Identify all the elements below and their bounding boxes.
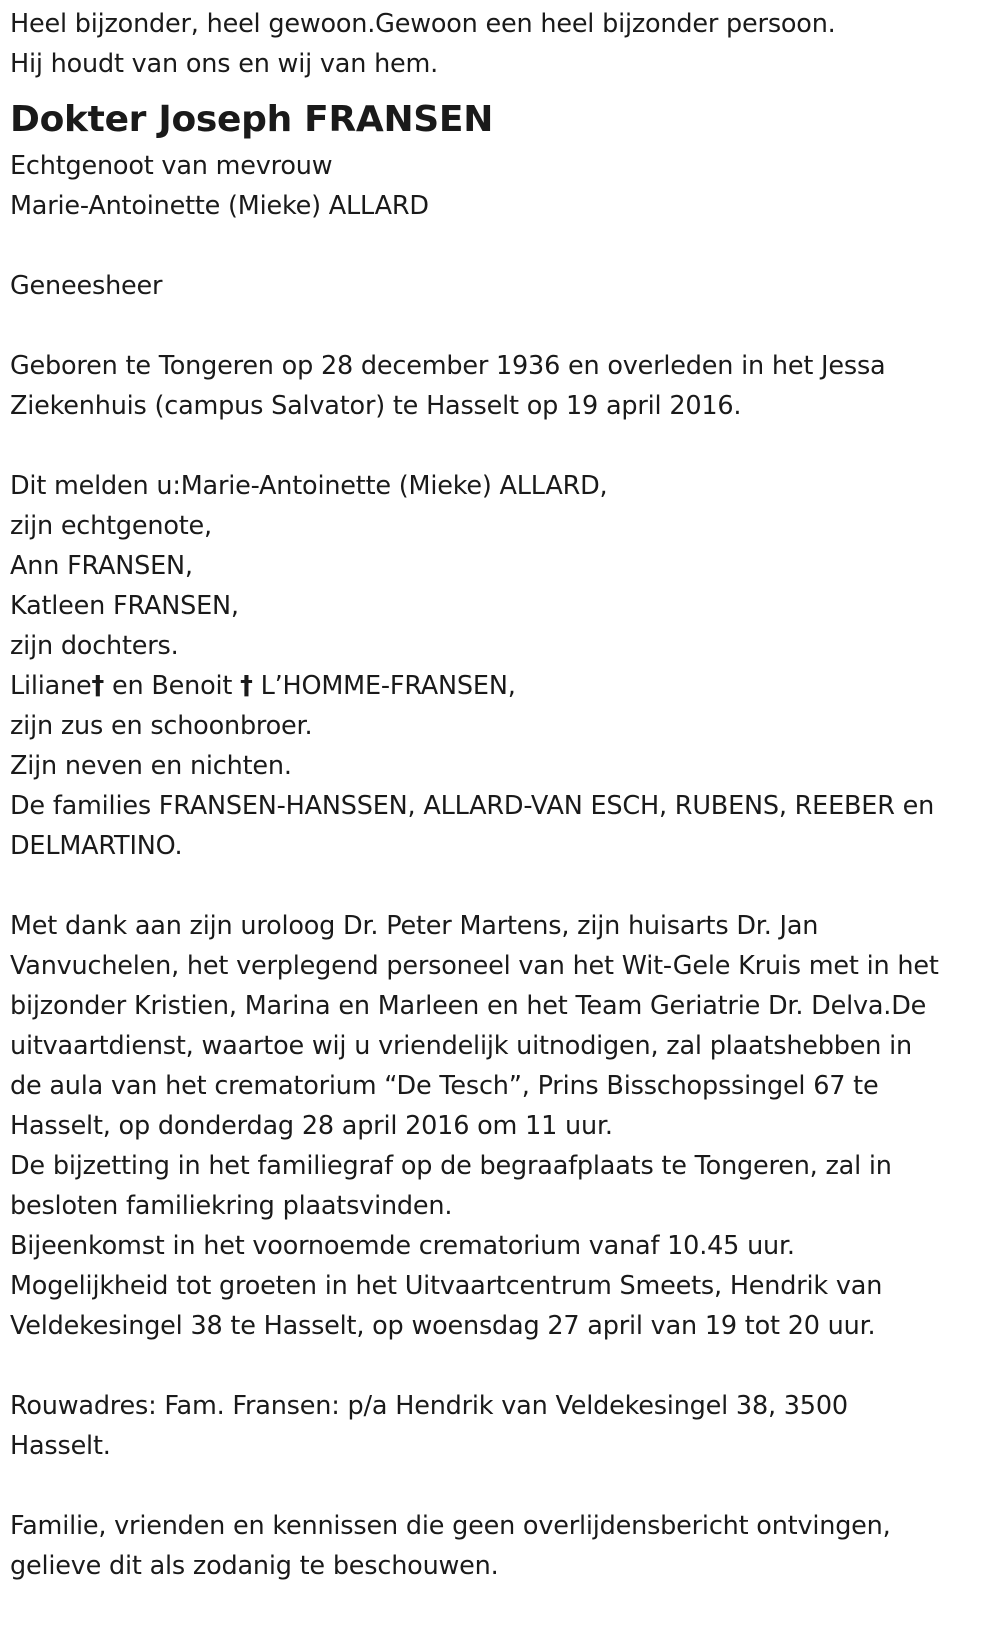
spacer bbox=[10, 426, 990, 466]
thanks-line-10: Mogelijkheid tot groeten in het Uitvaartcentrum Smeets, Hendrik van bbox=[10, 1271, 883, 1301]
closing-line-1: Familie, vrienden en kennissen die geen overlijdensbericht ontvingen, bbox=[10, 1511, 891, 1541]
intro-line-2: Hij houdt van ons en wij van hem. bbox=[10, 49, 439, 79]
cross-icon: † bbox=[91, 671, 105, 701]
thanks-line-8: besloten familiekring plaatsvinden. bbox=[10, 1191, 453, 1221]
family-names-line-2: DELMARTINO. bbox=[10, 831, 183, 861]
birth-death-line-1: Geboren te Tongeren op 28 december 1936 en overleden in het Jessa bbox=[10, 351, 886, 381]
spouse-line-1: Echtgenoot van mevrouw bbox=[10, 151, 333, 181]
sister-name: Liliane bbox=[10, 671, 92, 701]
sister-connector: en Benoit bbox=[104, 671, 241, 701]
thanks-line-4: uitvaartdienst, waartoe wij u vriendelijk uitnodigen, zal plaatshebben in bbox=[10, 1031, 912, 1061]
family-sister-line bbox=[10, 666, 990, 706]
family-announce: Dit melden u:Marie-Antoinette (Mieke) ALLARD, bbox=[10, 471, 608, 501]
address-line-1: Rouwadres: Fam. Fransen: p/a Hendrik van Veldekesingel 38, 3500 bbox=[10, 1391, 848, 1421]
spacer bbox=[10, 306, 990, 346]
cross-icon: † bbox=[240, 671, 253, 701]
thanks-line-5: de aula van het crematorium “De Tesch”, Prins Bisschopssingel 67 te bbox=[10, 1071, 879, 1101]
spacer bbox=[10, 1466, 990, 1506]
thanks-line-2: Vanvuchelen, het verplegend personeel van het Wit-Gele Kruis met in het bbox=[10, 951, 939, 981]
spacer bbox=[10, 226, 990, 266]
spouse-line-2: Marie-Antoinette (Mieke) ALLARD bbox=[10, 191, 429, 221]
family-daughters-role: zijn dochters. bbox=[10, 631, 179, 661]
brother-in-law-name: L’HOMME-FRANSEN, bbox=[252, 671, 516, 701]
spacer bbox=[10, 1346, 990, 1386]
family-cousins: Zijn neven en nichten. bbox=[10, 751, 292, 781]
family-daughter-2: Katleen FRANSEN, bbox=[10, 591, 239, 621]
birth-death-line-2: Ziekenhuis (campus Salvator) te Hasselt op 19 april 2016. bbox=[10, 391, 742, 421]
address-line-2: Hasselt. bbox=[10, 1431, 111, 1461]
closing-line-2: gelieve dit als zodanig te beschouwen. bbox=[10, 1551, 499, 1581]
thanks-line-7: De bijzetting in het familiegraf op de begraafplaats te Tongeren, zal in bbox=[10, 1151, 892, 1181]
thanks-line-6: Hasselt, op donderdag 28 april 2016 om 11 uur. bbox=[10, 1111, 613, 1141]
family-sister-role: zijn zus en schoonbroer. bbox=[10, 711, 313, 741]
thanks-line-3: bijzonder Kristien, Marina en Marleen en het Team Geriatrie Dr. Delva.De bbox=[10, 991, 927, 1021]
family-names-line-1: De families FRANSEN-HANSSEN, ALLARD-VAN ESCH, RUBENS, REEBER en bbox=[10, 791, 935, 821]
thanks-line-9: Bijeenkomst in het voornoemde crematorium vanaf 10.45 uur. bbox=[10, 1231, 795, 1261]
profession: Geneesheer bbox=[10, 271, 163, 301]
intro-line-1: Heel bijzonder, heel gewoon.Gewoon een heel bijzonder persoon. bbox=[10, 9, 836, 39]
family-daughter-1: Ann FRANSEN, bbox=[10, 551, 193, 581]
family-spouse-role: zijn echtgenote, bbox=[10, 511, 212, 541]
thanks-line-11: Veldekesingel 38 te Hasselt, op woensdag 27 april van 19 tot 20 uur. bbox=[10, 1311, 876, 1341]
thanks-line-1: Met dank aan zijn uroloog Dr. Peter Martens, zijn huisarts Dr. Jan bbox=[10, 911, 819, 941]
deceased-name: Dokter Joseph FRANSEN bbox=[10, 99, 494, 140]
spacer bbox=[10, 866, 990, 906]
